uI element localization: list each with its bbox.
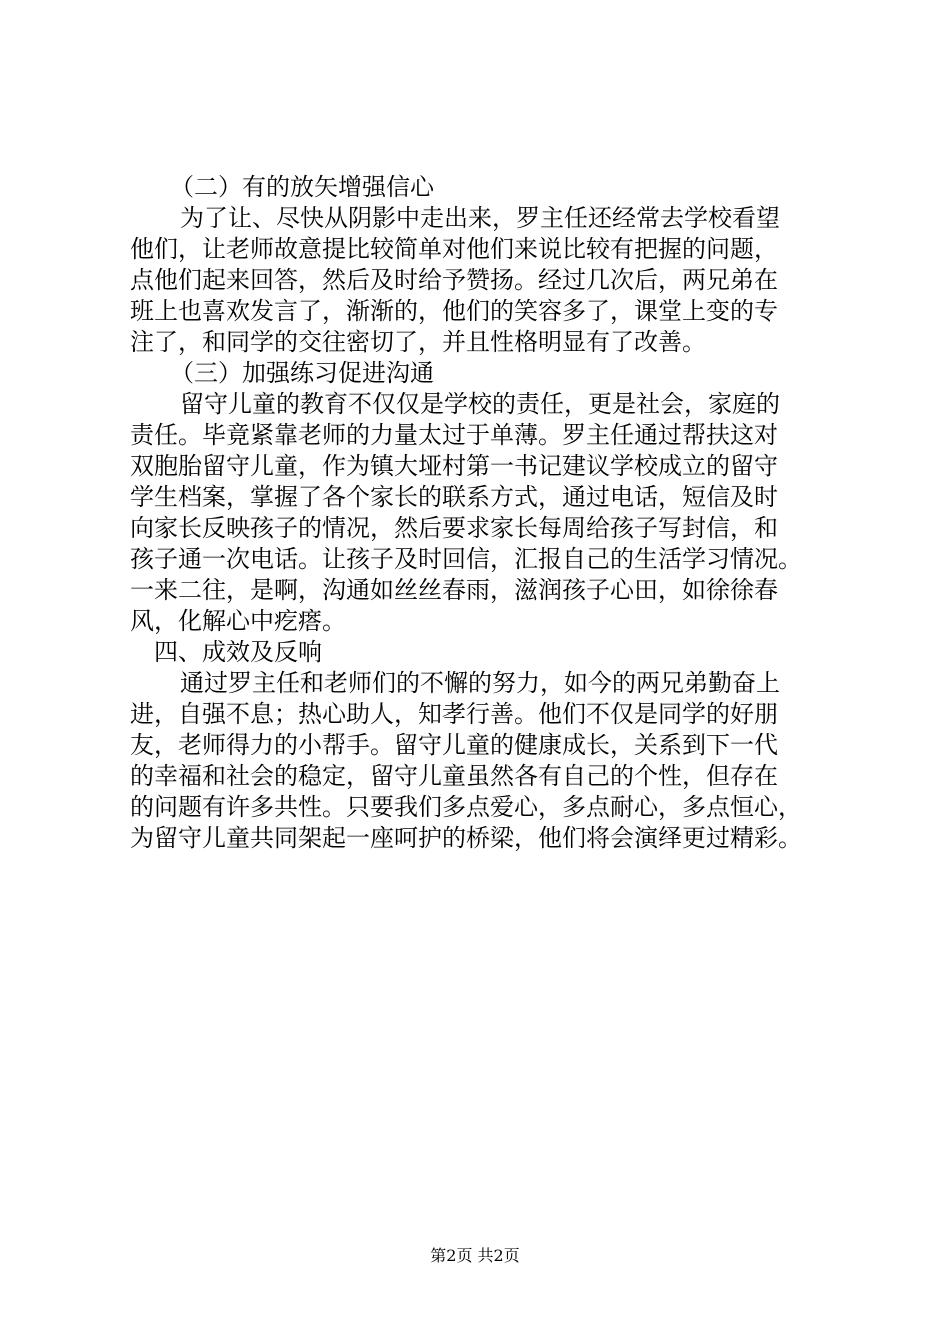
- section-heading-2: （二）有的放矢增强信心: [170, 173, 434, 201]
- paragraph-line: 孩子通一次电话。让孩子及时回信，汇报自己的生活学习情况。: [130, 545, 802, 573]
- paragraph-line: 留守儿童的教育不仅仅是学校的责任，更是社会，家庭的: [180, 390, 780, 418]
- paragraph-line: 为了让、尽快从阴影中走出来，罗主任还经常去学校看望: [180, 204, 780, 232]
- paragraph-line: 为留守儿童共同架起一座呵护的桥梁，他们将会演绎更过精彩。: [130, 824, 802, 852]
- paragraph-line: 他们，让老师故意提比较简单对他们来说比较有把握的问题，: [130, 235, 778, 263]
- paragraph-line: 友，老师得力的小帮手。留守儿童的健康成长，关系到下一代: [130, 731, 778, 759]
- paragraph-line: 责任。毕竟紧靠老师的力量太过于单薄。罗主任通过帮扶这对: [130, 421, 778, 449]
- paragraph-line: 一来二往，是啊，沟通如丝丝春雨，滋润孩子心田，如徐徐春: [130, 576, 778, 604]
- paragraph-line: 双胞胎留守儿童，作为镇大垭村第一书记建议学校成立的留守: [130, 452, 778, 480]
- paragraph-line: 的幸福和社会的稳定，留守儿童虽然各有自己的个性，但存在: [130, 762, 778, 790]
- paragraph-line: 的问题有许多共性。只要我们多点爱心，多点耐心，多点恒心，: [130, 793, 802, 821]
- paragraph-line: 通过罗主任和老师们的不懈的努力，如今的两兄弟勤奋上: [180, 669, 780, 697]
- page-footer: 第2页 共2页: [430, 1246, 520, 1265]
- paragraph-line: 风，化解心中疙瘩。: [130, 607, 346, 635]
- paragraph-line: 向家长反映孩子的情况，然后要求家长每周给孩子写封信，和: [130, 514, 778, 542]
- document-body: [130, 172, 832, 854]
- section-heading-4: 四、成效及反响: [154, 638, 322, 666]
- paragraph-line: 注了，和同学的交往密切了，并且性格明显有了改善。: [130, 328, 706, 356]
- section-heading-3: （三）加强练习促进沟通: [170, 359, 434, 387]
- paragraph-line: 进，自强不息；热心助人，知孝行善。他们不仅是同学的好朋: [130, 700, 778, 728]
- paragraph-line: 学生档案，掌握了各个家长的联系方式，通过电话，短信及时: [130, 483, 778, 511]
- paragraph-line: 点他们起来回答，然后及时给予赞扬。经过几次后，两兄弟在: [130, 266, 778, 294]
- paragraph-line: 班上也喜欢发言了，渐渐的，他们的笑容多了，课堂上变的专: [130, 297, 778, 325]
